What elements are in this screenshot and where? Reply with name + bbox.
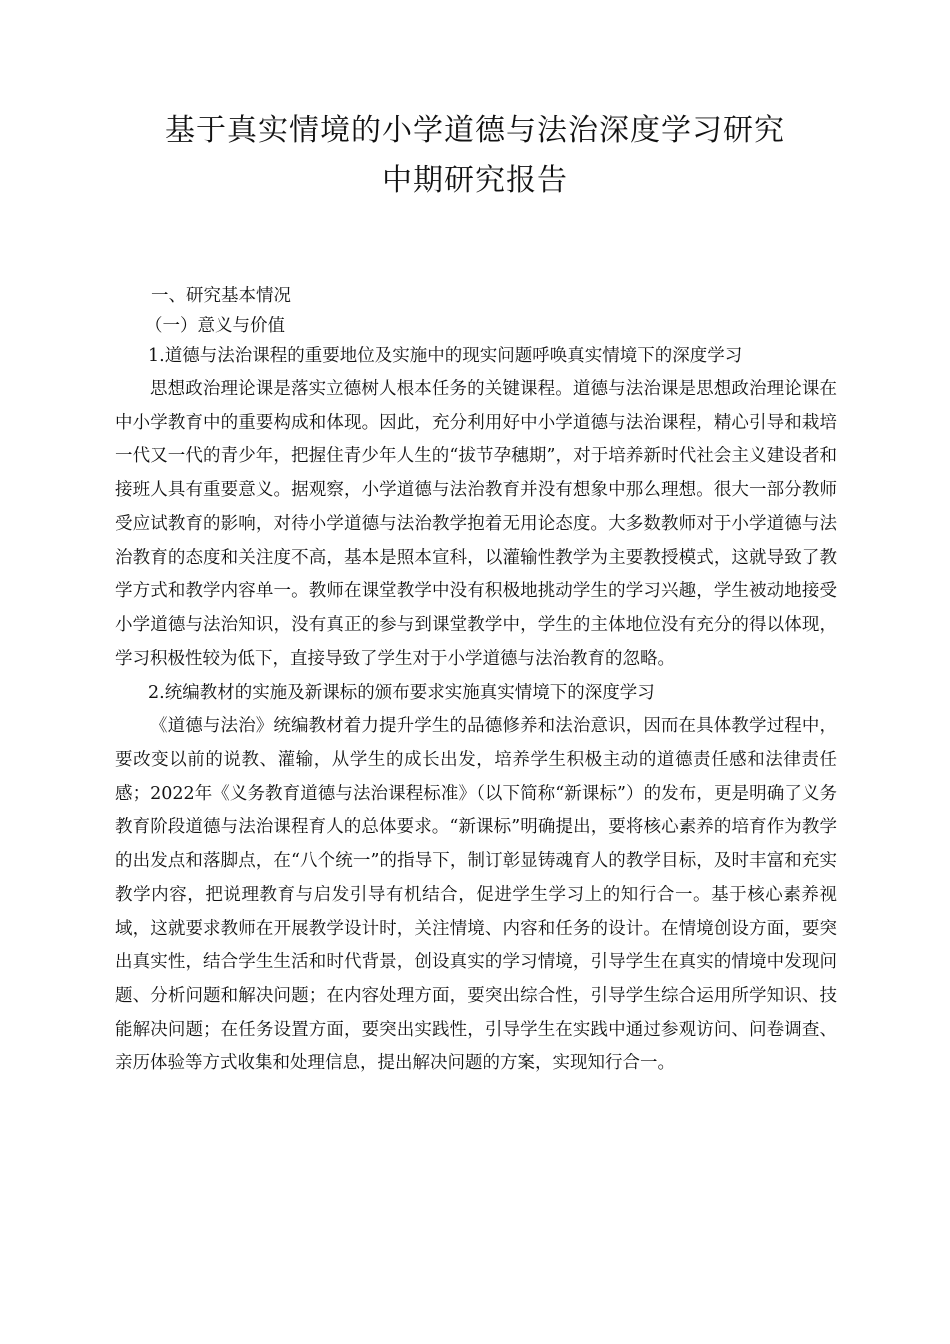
paragraph-1: 思想政治理论课是落实立德树人根本任务的关键课程。道德与法治课是思想政治理论课在中小学教育中的重要构成和体现。因此，充分利用好中小学道德与法治课程，精心引导和栽培一代又一代的青少年，把握住青少年人生的“拔节孕穗期”，对于培养新时代社会主义建设者和接班人具有重要意义。据观察，小学道德与法治教育并没有想象中那么理想。很大一部分教师受应试教育的影响，对待小学道德与法治教学抱着无用论态度。大多数教师对于小学道德与法治教育的态度和关注度不高，基本是照本宣科，以灌输性教学为主要教授模式，这就导致了教学方式和教学内容单一。教师在课堂教学中没有积极地挑动学生的学习兴趣，学生被动地接受小学道德与法治知识，没有真正的参与到课堂教学中，学生的主体地位没有充分的得以体现，学习积极性较为低下，直接导致了学生对于小学道德与法治教育的忽略。 (115, 379, 837, 669)
paragraph-2: 《道德与法治》统编教材着力提升学生的品德修养和法治意识，因而在具体教学过程中，要改变以前的说教、灌输，从学生的成长出发，培养学生积极主动的道德责任感和法律责任感；2022年《义务教育道德与法治课程标准》（以下简称“新课标”）的发布，更是明确了义务教育阶段道德与法治课程育人的总体要求。“新课标”明确提出，要将核心素养的培育作为教学的出发点和落脚点，在“八个统一”的指导下，制订彰显铸魂育人的教学目标，及时丰富和充实教学内容，把说理教育与启发引导有机结合，促进学生学习上的知行合一。基于核心素养视域，这就要求教师在开展教学设计时，关注情境、内容和任务的设计。在情境创设方面，要突出真实性，结合学生生活和时代背景，创设真实的学习情境，引导学生在真实的情境中发现问题、分析问题和解决问题；在内容处理方面，要突出综合性，引导学生综合运用所学知识、技能解决问题；在任务设置方面，要突出实践性，引导学生在实践中通过参观访问、问卷调查、亲历体验等方式收集和处理信息，提出解决问题的方案，实现知行合一。 (115, 716, 837, 1074)
document-body (115, 281, 837, 1081)
subsection-heading: （一）意义与价值 (145, 316, 285, 336)
point-heading-1: 1.道德与法治课程的重要地位及实施中的现实问题呼唤真实情境下的深度学习 (148, 346, 743, 366)
section-heading: 一、研究基本情况 (151, 286, 291, 306)
document-title (0, 106, 950, 206)
title-line-2: 中期研究报告 (382, 163, 568, 198)
title-line-1: 基于真实情境的小学道德与法治深度学习研究 (165, 113, 785, 148)
point-heading-2: 2.统编教材的实施及新课标的颁布要求实施真实情境下的深度学习 (148, 683, 655, 704)
